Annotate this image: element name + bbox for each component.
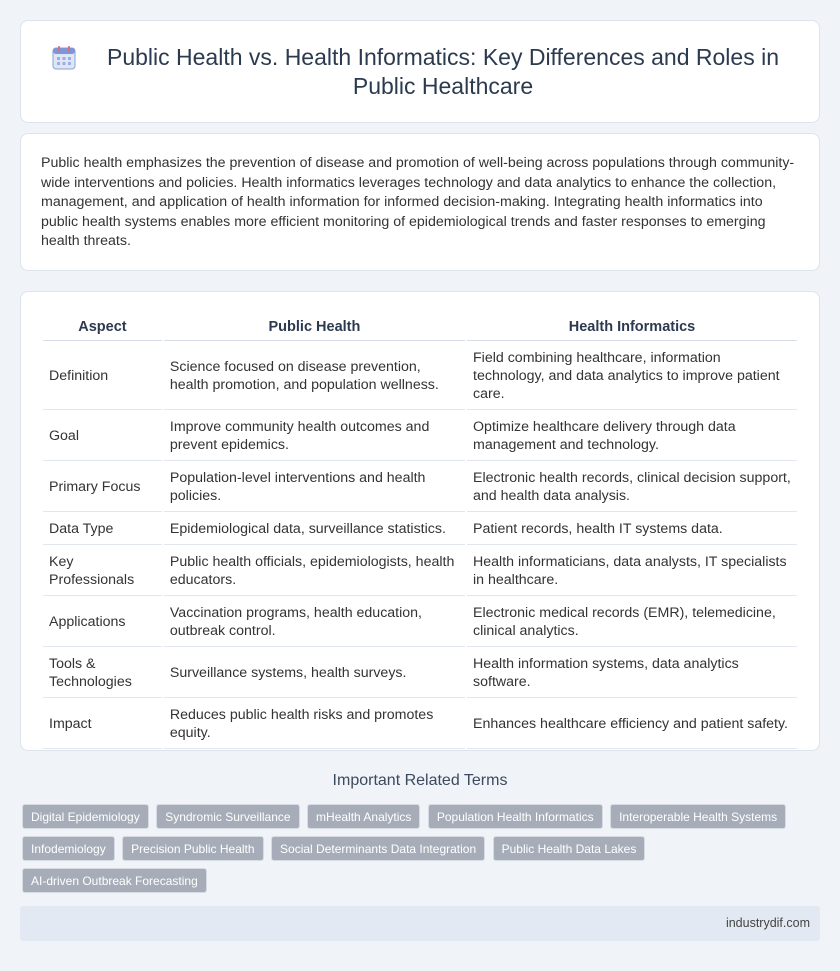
cell-aspect: Key Professionals (43, 547, 162, 596)
cell-public-health: Population-level interventions and health policies. (164, 463, 465, 512)
header-health-informatics: Health Informatics (467, 314, 797, 341)
cell-health-informatics: Health informaticians, data analysts, IT specialists in healthcare. (467, 547, 797, 596)
cell-aspect: Applications (43, 598, 162, 647)
related-term-tag[interactable]: Digital Epidemiology (22, 804, 149, 829)
calendar-icon (51, 45, 77, 71)
cell-public-health: Public health officials, epidemiologists, health educators. (164, 547, 465, 596)
cell-public-health: Surveillance systems, health surveys. (164, 649, 465, 698)
cell-aspect: Definition (43, 343, 162, 410)
table-row (43, 343, 797, 410)
cell-public-health: Vaccination programs, health education, outbreak control. (164, 598, 465, 647)
cell-health-informatics: Optimize healthcare delivery through data management and technology. (467, 412, 797, 461)
related-term-tag[interactable]: Infodemiology (22, 836, 115, 861)
related-term-tag[interactable]: Public Health Data Lakes (493, 836, 646, 861)
cell-aspect: Primary Focus (43, 463, 162, 512)
cell-aspect: Data Type (43, 514, 162, 545)
cell-health-informatics: Health information systems, data analytics software. (467, 649, 797, 698)
table-row (43, 598, 797, 647)
cell-health-informatics: Patient records, health IT systems data. (467, 514, 797, 545)
cell-public-health: Science focused on disease prevention, health promotion, and population wellness. (164, 343, 465, 410)
page-title: Public Health vs. Health Informatics: Key Differences and Roles in Public Healthcare (107, 43, 779, 99)
table-row (43, 649, 797, 698)
intro-card (20, 133, 820, 271)
cell-health-informatics: Electronic health records, clinical decision support, and health data analysis. (467, 463, 797, 512)
related-term-tag[interactable]: Precision Public Health (122, 836, 263, 861)
table-row (43, 463, 797, 512)
table-row (43, 547, 797, 596)
header-public-health: Public Health (164, 314, 465, 341)
footer-site-link[interactable]: industrydif.com (725, 916, 810, 930)
cell-aspect: Impact (43, 700, 162, 749)
related-term-tag[interactable]: mHealth Analytics (307, 804, 420, 829)
table-row (43, 514, 797, 545)
table-row (43, 412, 797, 461)
cell-health-informatics: Field combining healthcare, information technology, and data analytics to improve patient care. (467, 343, 797, 410)
header-aspect: Aspect (43, 314, 162, 341)
related-term-tag[interactable]: Population Health Informatics (428, 804, 603, 829)
comparison-card (20, 291, 820, 751)
cell-aspect: Tools & Technologies (43, 649, 162, 698)
cell-public-health: Reduces public health risks and promotes equity. (164, 700, 465, 749)
related-term-tag[interactable]: Social Determinants Data Integration (271, 836, 485, 861)
header-card (20, 20, 820, 123)
related-term-tag[interactable]: Interoperable Health Systems (610, 804, 786, 829)
cell-health-informatics: Electronic medical records (EMR), telemedicine, clinical analytics. (467, 598, 797, 647)
related-terms-title: Important Related Terms (332, 772, 508, 789)
cell-health-informatics: Enhances healthcare efficiency and patient safety. (467, 700, 797, 749)
cell-aspect: Goal (43, 412, 162, 461)
related-terms-list (22, 804, 802, 900)
footer (20, 906, 820, 941)
related-term-tag[interactable]: AI-driven Outbreak Forecasting (22, 868, 207, 893)
cell-public-health: Epidemiological data, surveillance statistics. (164, 514, 465, 545)
table-header-row (43, 314, 797, 341)
related-term-tag[interactable]: Syndromic Surveillance (156, 804, 299, 829)
intro-text: Public health emphasizes the prevention of disease and promotion of well-being across populations through community-wide interventions and policies. Health informatics leverages technology and data analytics to enhance the collection, management, and application of health information for informed decision-making. Integrating health informatics into public health systems enables more efficient monitoring of epidemiological trends and faster responses to emerging health threats. (41, 155, 795, 250)
comparison-table (41, 312, 799, 751)
table-row (43, 700, 797, 749)
cell-public-health: Improve community health outcomes and prevent epidemics. (164, 412, 465, 461)
